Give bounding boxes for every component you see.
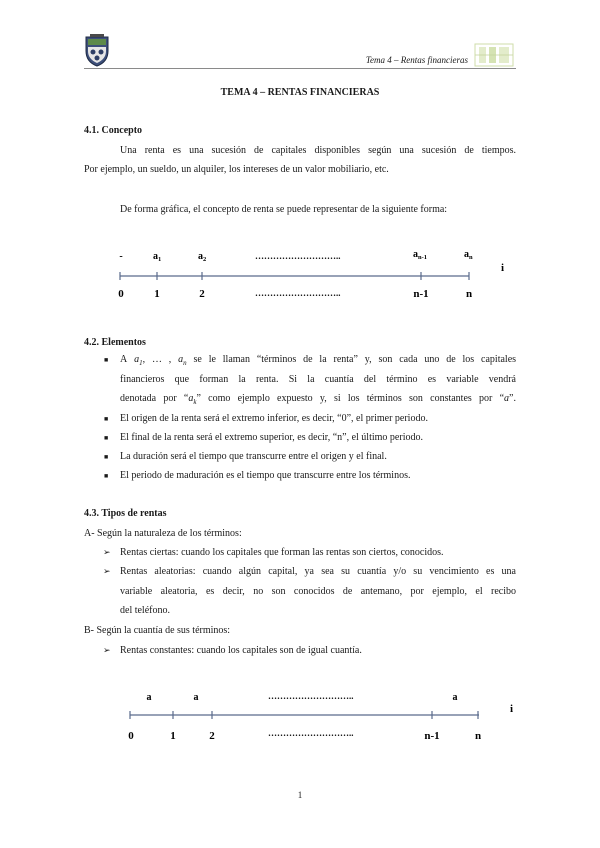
section-heading-concepto: 4.1. Concepto bbox=[84, 125, 143, 136]
arrow-bullet-icon: ➢ bbox=[103, 645, 111, 655]
period-dots: ……………………….. bbox=[268, 728, 354, 738]
section-heading-elementos: 4.2. Elementos bbox=[84, 337, 146, 348]
grafica-intro-paragraph: De forma gráfica, el concepto de renta se puede representar de la siguiente forma: bbox=[120, 204, 448, 215]
period-label-1: 1 bbox=[170, 730, 176, 742]
page-number: 1 bbox=[297, 790, 303, 800]
elementos-item-4: La duración será el tiempo que transcurre entre el origen y el final. bbox=[120, 451, 387, 462]
term-label-a1: $a_1$ bbox=[153, 251, 162, 263]
term-label-0: - bbox=[119, 251, 123, 262]
term-dots: ……………………….. bbox=[268, 691, 354, 701]
term-label-a-2: a bbox=[193, 692, 199, 703]
term-label-a-n: a bbox=[452, 692, 458, 703]
bullet-marker: ■ bbox=[104, 356, 109, 364]
period-label-0: 0 bbox=[118, 288, 124, 300]
concepto-paragraph-line-1: Una renta es una sucesión de capitales disponibles según una sucesión de tiempos. bbox=[120, 145, 516, 156]
bullet-marker: ■ bbox=[104, 415, 109, 423]
bullet-marker: ■ bbox=[104, 434, 109, 442]
term-dots: ……………………….. bbox=[255, 251, 341, 261]
faculty-watermark-logo bbox=[474, 43, 514, 67]
section-heading-tipos: 4.3. Tipos de rentas bbox=[84, 508, 167, 519]
elementos-item-1-line-1: A $a_1$, … , $a_n$ se le llaman “términos de la renta” y, son cada uno de los capitales bbox=[120, 354, 517, 367]
period-dots: ……………………….. bbox=[255, 288, 341, 298]
bullet-marker: ■ bbox=[104, 472, 109, 480]
term-label-an-1: $a_{n-1}$ bbox=[413, 249, 428, 261]
header-title: Tema 4 – Rentas financieras bbox=[365, 55, 468, 65]
period-label-n: n bbox=[474, 730, 482, 742]
tipos-b-item-1: Rentas constantes: cuando los capitales son de igual cuantía. bbox=[120, 645, 362, 656]
period-label-2: 2 bbox=[209, 730, 215, 742]
term-label-a-1: a bbox=[146, 692, 152, 703]
period-label-n-1: n-1 bbox=[424, 730, 440, 742]
interest-rate-label: i bbox=[501, 262, 505, 274]
tipos-a-item-1: Rentas ciertas: cuando los capitales que forman las rentas son ciertos, conocidos. bbox=[120, 547, 444, 558]
elementos-item-1-line-3: denotada por “$a_k$” como ejemplo expuesto y, si los términos son constantes por “a”. bbox=[120, 393, 516, 406]
period-label-1: 1 bbox=[154, 288, 160, 300]
tipos-a-item-2-line-3: del teléfono. bbox=[120, 605, 170, 616]
university-crest-logo bbox=[84, 33, 110, 67]
period-label-0: 0 bbox=[128, 730, 134, 742]
period-label-n: n bbox=[465, 288, 473, 300]
header-rule bbox=[84, 68, 516, 69]
term-label-a2: $a_2$ bbox=[198, 251, 207, 263]
arrow-bullet-icon: ➢ bbox=[103, 566, 111, 576]
tipos-a-item-2-line-2: variable aleatoria, es decir, no son conocidos de antemano, por ejemplo, el recibo bbox=[120, 586, 516, 597]
bullet-marker: ■ bbox=[104, 453, 109, 461]
elementos-item-5: El periodo de maduración es el tiempo que transcurre entre los términos. bbox=[120, 470, 411, 481]
tipos-a-item-2-line-1: Rentas aleatorias: cuando algún capital, ya sea su cuantía y/o su vencimiento es una bbox=[120, 566, 516, 577]
elementos-item-2: El origen de la renta será el extremo inferior, es decir, “0”, el primer periodo. bbox=[120, 413, 428, 424]
period-label-n-1: n-1 bbox=[413, 288, 429, 300]
page-title: TEMA 4 – RENTAS FINANCIERAS bbox=[220, 87, 380, 98]
concepto-paragraph-line-2: Por ejemplo, un sueldo, un alquiler, los intereses de un valor mobiliario, etc. bbox=[84, 164, 389, 175]
term-label-an: $a_n$ bbox=[464, 249, 473, 261]
renta-constante-timeline-diagram bbox=[110, 684, 530, 754]
elementos-item-3: El final de la renta será el extremo superior, es decir, “n”, el último periodo. bbox=[120, 432, 423, 443]
period-label-2: 2 bbox=[199, 288, 205, 300]
tipos-subheading-b: B- Según la cuantía de sus términos: bbox=[84, 625, 231, 636]
tipos-subheading-a: A- Según la naturaleza de los términos: bbox=[84, 528, 242, 539]
arrow-bullet-icon: ➢ bbox=[103, 547, 111, 557]
interest-rate-label: i bbox=[510, 703, 514, 715]
renta-timeline-diagram bbox=[100, 240, 520, 310]
elementos-item-1-line-2: financieros que forman la renta. Si la cuantía del término es variable vendrá bbox=[120, 374, 516, 385]
